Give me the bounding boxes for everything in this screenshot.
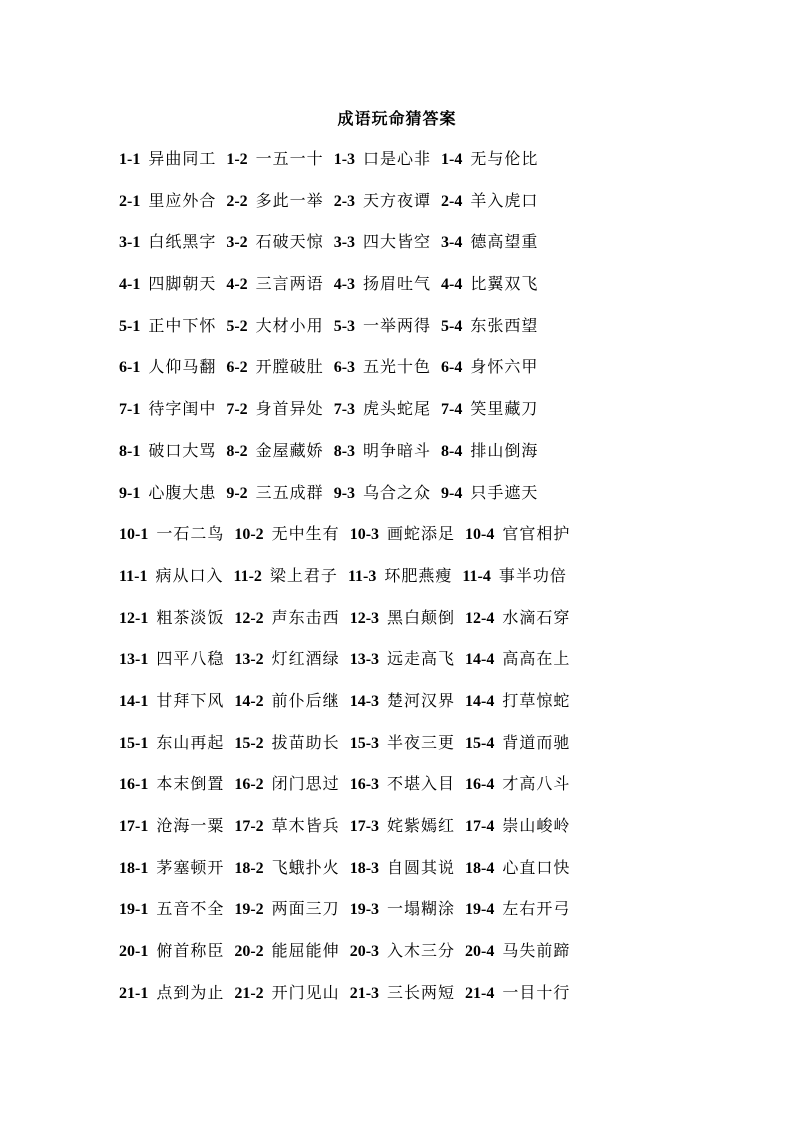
answer-entry — [119, 689, 224, 714]
idiom-answer: 五音不全 — [156, 899, 225, 919]
idiom-answer: 点到为止 — [156, 982, 225, 1002]
answer-row — [119, 856, 659, 898]
answer-entry — [119, 189, 216, 214]
answer-entry — [226, 272, 323, 297]
idiom-answer: 三长两短 — [387, 982, 456, 1002]
level-number: 2-2 — [226, 192, 248, 210]
level-number: 1-4 — [441, 151, 463, 168]
level-number: 6-2 — [226, 359, 248, 377]
level-number: 10-2 — [234, 526, 264, 544]
answer-entry — [233, 564, 337, 589]
idiom-answer: 一五一十 — [255, 149, 324, 168]
idiom-answer: 茅塞顿开 — [156, 857, 225, 877]
idiom-answer: 多此一举 — [255, 190, 324, 210]
level-number: 21-2 — [234, 984, 264, 1002]
answer-row — [119, 397, 659, 439]
level-number: 9-3 — [333, 484, 356, 502]
idiom-answer: 黑白颠倒 — [387, 607, 456, 627]
level-number: 15-1 — [119, 734, 149, 752]
level-number: 19-1 — [119, 901, 149, 919]
idiom-answer: 灯红酒绿 — [271, 649, 340, 669]
level-number: 5-1 — [119, 317, 141, 335]
answer-entry — [226, 355, 323, 380]
answer-row — [119, 439, 659, 481]
idiom-answer: 东山再起 — [156, 732, 225, 752]
idiom-answer: 排山倒海 — [470, 440, 539, 460]
answer-entry — [350, 606, 455, 631]
idiom-answer: 开门见山 — [271, 982, 340, 1002]
level-number: 8-4 — [441, 442, 463, 460]
answer-entry — [119, 772, 224, 797]
idiom-answer: 比翼双飞 — [470, 274, 539, 294]
page-title: 成语玩命猜答案 — [337, 109, 457, 128]
level-number: 3-3 — [333, 234, 356, 252]
answer-row — [119, 355, 659, 397]
idiom-answer: 五光十色 — [363, 357, 432, 377]
idiom-answer: 正中下怀 — [148, 315, 217, 335]
idiom-answer: 事半功倍 — [498, 565, 567, 585]
idiom-answer: 半夜三更 — [387, 732, 456, 752]
idiom-answer: 才高八斗 — [502, 774, 571, 794]
answer-entry — [465, 897, 570, 922]
idiom-answer: 人仰马翻 — [148, 357, 217, 377]
answer-entry — [226, 397, 323, 422]
level-number: 14-4 — [465, 692, 495, 710]
answer-row — [119, 230, 659, 272]
level-number: 11-3 — [347, 567, 377, 585]
idiom-answer: 口是心非 — [363, 149, 432, 168]
answer-entry — [234, 606, 339, 631]
level-number: 19-4 — [465, 901, 495, 919]
level-number: 10-3 — [349, 526, 380, 544]
answer-entry — [350, 939, 455, 964]
answer-entry — [234, 897, 339, 922]
answer-row — [119, 606, 659, 648]
idiom-answer: 粗茶淡饭 — [156, 607, 225, 627]
level-number: 10-1 — [119, 526, 149, 544]
answer-entry — [441, 314, 538, 339]
answer-row — [119, 731, 659, 773]
answer-entry — [234, 981, 339, 1006]
idiom-answer: 不堪入目 — [387, 774, 456, 794]
answer-row — [119, 272, 659, 314]
answer-entry — [334, 481, 431, 506]
level-number: 7-2 — [226, 401, 248, 419]
idiom-answer: 前仆后继 — [271, 690, 340, 710]
idiom-answer: 打草惊蛇 — [502, 690, 571, 710]
level-number: 7-4 — [441, 401, 463, 419]
answer-entry — [465, 731, 570, 756]
level-number: 1-3 — [333, 151, 356, 168]
idiom-answer: 高高在上 — [502, 649, 571, 669]
idiom-answer: 金屋藏娇 — [255, 440, 324, 460]
level-number: 8-3 — [333, 442, 356, 460]
answer-entry — [119, 731, 224, 756]
level-number: 10-4 — [465, 526, 495, 544]
answer-entry — [119, 230, 216, 255]
idiom-answer: 破口大骂 — [148, 440, 217, 460]
answer-entry — [350, 856, 455, 881]
answer-row — [119, 147, 659, 189]
idiom-answer: 水滴石穿 — [502, 607, 571, 627]
level-number: 20-2 — [234, 943, 264, 961]
idiom-answer: 四平八稳 — [156, 649, 225, 669]
answer-entry — [334, 230, 431, 255]
idiom-answer: 一目十行 — [502, 982, 571, 1002]
level-number: 5-2 — [226, 317, 248, 335]
answer-entry — [234, 689, 339, 714]
idiom-answer: 入木三分 — [387, 941, 456, 961]
idiom-answer: 只手遮天 — [470, 482, 539, 502]
answer-row — [119, 981, 659, 1023]
level-number: 2-1 — [119, 192, 141, 210]
level-number: 17-1 — [119, 818, 149, 835]
answer-entry — [441, 189, 538, 214]
level-number: 9-4 — [441, 484, 463, 502]
idiom-answer: 四大皆空 — [363, 232, 432, 252]
idiom-answer: 本末倒置 — [156, 774, 225, 794]
answer-entry — [441, 397, 538, 422]
answer-entry — [119, 814, 224, 839]
answer-entry — [119, 897, 224, 922]
answer-entry — [234, 856, 339, 881]
idiom-answer: 闭门思过 — [271, 774, 340, 794]
level-number: 3-4 — [441, 234, 463, 252]
answer-entry — [441, 481, 538, 506]
answer-entry — [119, 564, 223, 589]
answer-entry — [465, 856, 570, 881]
idiom-answer: 病从口入 — [155, 565, 224, 585]
answer-row — [119, 814, 659, 856]
answer-entry — [119, 981, 224, 1006]
level-number: 17-2 — [234, 818, 264, 835]
level-number: 15-4 — [465, 734, 495, 752]
level-number: 11-1 — [119, 567, 148, 585]
level-number: 20-3 — [349, 943, 380, 961]
level-number: 18-1 — [119, 859, 149, 877]
answer-entry — [334, 147, 431, 172]
answer-row — [119, 897, 659, 939]
level-number: 14-2 — [234, 692, 264, 710]
answer-entry — [226, 439, 323, 464]
level-number: 8-2 — [226, 442, 248, 460]
answer-entry — [226, 481, 323, 506]
idiom-answer: 大材小用 — [255, 315, 324, 335]
level-number: 8-1 — [119, 442, 141, 460]
level-number: 2-4 — [441, 192, 463, 210]
answer-entry — [350, 897, 455, 922]
level-number: 21-4 — [465, 984, 495, 1002]
answer-entry — [441, 147, 538, 172]
idiom-answer: 无中生有 — [271, 524, 340, 544]
answer-entry — [119, 272, 216, 297]
level-number: 1-1 — [119, 151, 141, 168]
level-number: 13-1 — [119, 651, 149, 669]
idiom-answer: 心直口快 — [502, 857, 571, 877]
idiom-answer: 虎头蛇尾 — [363, 399, 432, 419]
idiom-answer: 楚河汉界 — [387, 690, 456, 710]
answer-row — [119, 939, 659, 981]
idiom-answer: 异曲同工 — [148, 149, 217, 168]
answer-entry — [119, 439, 216, 464]
answer-entry — [350, 814, 455, 839]
idiom-answer: 背道而驰 — [502, 732, 571, 752]
idiom-answer: 远走高飞 — [387, 649, 456, 669]
idiom-answer: 自圆其说 — [387, 857, 456, 877]
answer-entry — [234, 772, 339, 797]
answer-entry — [465, 939, 570, 964]
answer-row — [119, 189, 659, 231]
level-number: 20-1 — [119, 943, 149, 961]
idiom-answer: 一举两得 — [363, 315, 432, 335]
level-number: 2-3 — [333, 192, 356, 210]
level-number: 17-4 — [465, 818, 495, 835]
level-number: 5-3 — [333, 317, 356, 335]
answer-row — [119, 522, 659, 564]
answer-entry — [465, 689, 570, 714]
level-number: 3-1 — [119, 234, 141, 252]
idiom-answer: 飞蛾扑火 — [271, 857, 340, 877]
answer-entry — [334, 355, 431, 380]
answer-entry — [119, 606, 224, 631]
answer-entry — [119, 355, 216, 380]
answer-entry — [119, 397, 216, 422]
level-number: 4-1 — [119, 276, 141, 294]
level-number: 15-2 — [234, 734, 264, 752]
idiom-answer: 姹紫嫣红 — [387, 816, 456, 835]
answer-entry — [334, 397, 431, 422]
idiom-answer: 左右开弓 — [502, 899, 571, 919]
idiom-answer: 乌合之众 — [363, 482, 432, 502]
idiom-answer: 德高望重 — [470, 232, 539, 252]
idiom-answer: 官官相护 — [502, 524, 571, 544]
level-number: 12-3 — [349, 609, 380, 627]
level-number: 4-3 — [333, 276, 356, 294]
level-number: 16-2 — [234, 776, 264, 794]
answer-entry — [441, 230, 538, 255]
idiom-answer: 待字闺中 — [148, 399, 217, 419]
answer-entry — [465, 981, 570, 1006]
idiom-answer: 里应外合 — [148, 190, 217, 210]
idiom-answer: 东张西望 — [470, 315, 539, 335]
answer-entry — [350, 772, 455, 797]
level-number: 3-2 — [226, 234, 248, 252]
answer-entry — [226, 147, 323, 172]
idiom-answer: 石破天惊 — [255, 232, 324, 252]
answer-entry — [119, 314, 216, 339]
level-number: 1-2 — [226, 151, 248, 168]
level-number: 9-1 — [119, 484, 141, 502]
answer-entry — [226, 314, 323, 339]
answer-entry — [441, 439, 538, 464]
answer-entry — [234, 647, 339, 672]
level-number: 18-3 — [349, 859, 380, 877]
idiom-answer: 拔苗助长 — [271, 732, 340, 752]
level-number: 12-1 — [119, 609, 149, 627]
answer-entry — [348, 564, 452, 589]
answer-entry — [350, 731, 455, 756]
level-number: 14-4 — [465, 651, 495, 669]
answer-entry — [119, 147, 216, 172]
level-number: 4-4 — [441, 276, 463, 294]
answer-entry — [334, 439, 431, 464]
answer-entry — [226, 230, 323, 255]
level-number: 21-3 — [349, 984, 380, 1002]
answer-entry — [350, 522, 455, 547]
answer-entry — [350, 689, 455, 714]
answer-entry — [334, 189, 431, 214]
level-number: 16-4 — [465, 776, 495, 794]
idiom-answer: 一塌糊涂 — [387, 899, 456, 919]
idiom-answer: 沧海一粟 — [156, 816, 225, 835]
answer-entry — [441, 272, 538, 297]
idiom-answer: 两面三刀 — [271, 899, 340, 919]
answer-entry — [334, 314, 431, 339]
idiom-answer: 梁上君子 — [269, 565, 338, 585]
answer-list — [119, 147, 659, 1022]
answer-entry — [234, 731, 339, 756]
level-number: 7-1 — [119, 401, 141, 419]
level-number: 11-2 — [233, 567, 262, 585]
idiom-answer: 俯首称臣 — [156, 941, 225, 961]
level-number: 14-1 — [119, 692, 149, 710]
answer-entry — [119, 647, 224, 672]
idiom-answer: 画蛇添足 — [387, 524, 456, 544]
level-number: 21-1 — [119, 984, 149, 1002]
level-number: 6-3 — [333, 359, 356, 377]
answer-entry — [334, 272, 431, 297]
level-number: 5-4 — [441, 317, 463, 335]
idiom-answer: 草木皆兵 — [271, 816, 340, 835]
answer-entry — [465, 522, 570, 547]
idiom-answer: 无与伦比 — [470, 149, 539, 168]
idiom-answer: 声东击西 — [271, 607, 340, 627]
answer-entry — [465, 647, 570, 672]
level-number: 19-3 — [349, 901, 380, 919]
answer-row — [119, 647, 659, 689]
answer-entry — [234, 939, 339, 964]
answer-entry — [462, 564, 566, 589]
idiom-answer: 四脚朝天 — [148, 274, 217, 294]
level-number: 14-3 — [349, 692, 380, 710]
answer-row — [119, 772, 659, 814]
level-number: 13-3 — [349, 651, 380, 669]
level-number: 13-2 — [234, 651, 264, 669]
idiom-answer: 能屈能伸 — [271, 941, 340, 961]
answer-entry — [119, 481, 216, 506]
answer-entry — [226, 189, 323, 214]
idiom-answer: 马失前蹄 — [502, 941, 571, 961]
answer-entry — [119, 856, 224, 881]
level-number: 11-4 — [462, 567, 491, 585]
level-number: 7-3 — [333, 401, 356, 419]
answer-row — [119, 689, 659, 731]
idiom-answer: 三言两语 — [255, 274, 324, 294]
idiom-answer: 羊入虎口 — [470, 190, 539, 210]
answer-entry — [465, 772, 570, 797]
idiom-answer: 环肥燕瘦 — [384, 565, 453, 585]
answer-entry — [350, 647, 455, 672]
idiom-answer: 天方夜谭 — [363, 190, 432, 210]
answer-entry — [119, 522, 224, 547]
idiom-answer: 崇山峻岭 — [502, 816, 571, 835]
level-number: 6-4 — [441, 359, 463, 377]
idiom-answer: 开膛破肚 — [255, 357, 324, 377]
answer-entry — [234, 814, 339, 839]
answer-row — [119, 564, 659, 606]
idiom-answer: 三五成群 — [255, 482, 324, 502]
idiom-answer: 白纸黑字 — [148, 232, 217, 252]
level-number: 4-2 — [226, 276, 248, 294]
answer-entry — [441, 355, 538, 380]
idiom-answer: 心腹大患 — [148, 482, 217, 502]
idiom-answer: 一石二鸟 — [156, 524, 225, 544]
level-number: 12-4 — [465, 609, 495, 627]
answer-entry — [465, 814, 570, 839]
idiom-answer: 笑里藏刀 — [470, 399, 539, 419]
answer-entry — [119, 939, 224, 964]
level-number: 16-1 — [119, 776, 149, 794]
level-number: 12-2 — [234, 609, 264, 627]
level-number: 18-2 — [234, 859, 264, 877]
answer-entry — [465, 606, 570, 631]
answer-row — [119, 314, 659, 356]
level-number: 20-4 — [465, 943, 495, 961]
level-number: 6-1 — [119, 359, 141, 377]
level-number: 18-4 — [465, 859, 495, 877]
level-number: 16-3 — [349, 776, 380, 794]
idiom-answer: 身首异处 — [255, 399, 324, 419]
level-number: 9-2 — [226, 484, 248, 502]
idiom-answer: 扬眉吐气 — [363, 274, 432, 294]
idiom-answer: 明争暗斗 — [363, 440, 432, 460]
idiom-answer: 甘拜下风 — [156, 690, 225, 710]
answer-row — [119, 481, 659, 523]
answer-entry — [350, 981, 455, 1006]
answer-entry — [234, 522, 339, 547]
level-number: 19-2 — [234, 901, 264, 919]
level-number: 15-3 — [349, 734, 380, 752]
idiom-answer: 身怀六甲 — [470, 357, 539, 377]
level-number: 17-3 — [349, 818, 380, 835]
